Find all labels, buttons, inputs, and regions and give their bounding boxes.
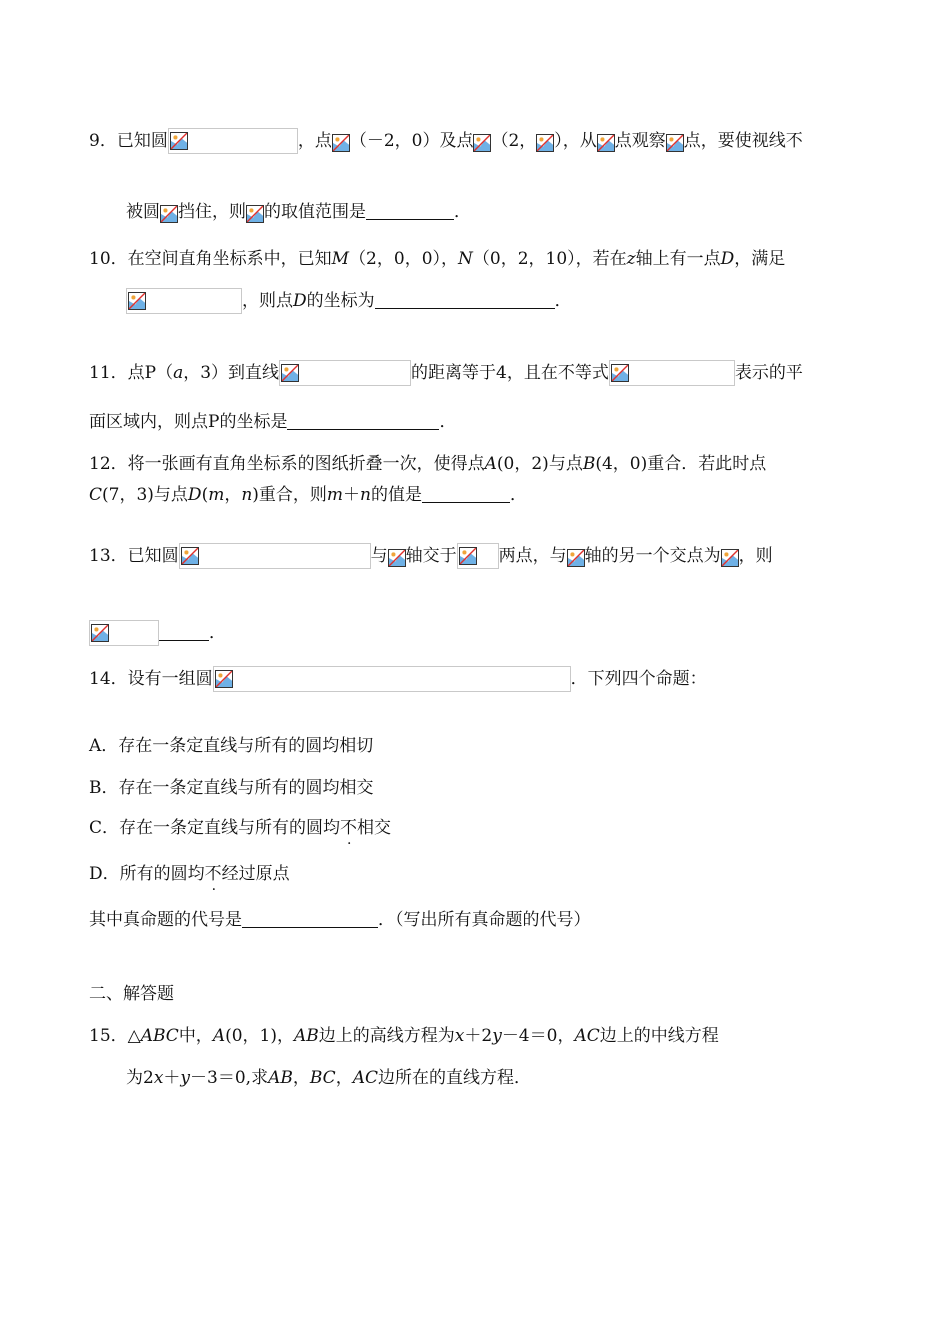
- broken-image-icon: [128, 292, 146, 310]
- answer-blank: [159, 622, 209, 641]
- section-heading: 二、解答题: [89, 984, 174, 1004]
- broken-image-icon: [160, 205, 178, 223]
- question-9-line-1: 9．已知圆 ，点 （－2，0）及点 （2， ），从 点观察 点，要使视线不: [89, 128, 803, 154]
- question-12-line-1: 12．将一张画有直角坐标系的图纸折叠一次，使得点A(0，2)与点B(4，0)重合．若此时点: [89, 454, 767, 474]
- question-11-line-2: 面区域内，则点P的坐标是 ．: [89, 412, 457, 432]
- question-14-line-1: 14．设有一组圆 ．下列四个命题：: [89, 666, 707, 692]
- answer-blank: [422, 484, 510, 503]
- question-15-line-1: 15．△ABC中，A(0，1)，AB边上的高线方程为x＋2y－4＝0，AC边上的中线方程: [89, 1026, 719, 1046]
- option-c: C．存在一条定直线与所有的圆均不相交: [89, 818, 392, 838]
- broken-image-icon: [215, 670, 233, 688]
- answer-blank: [366, 201, 454, 220]
- broken-image-icon: [611, 364, 629, 382]
- formula-image-placeholder: [89, 620, 159, 646]
- broken-image-icon: [388, 549, 406, 567]
- formula-image-placeholder: [179, 543, 371, 569]
- question-13-line-2: ．: [89, 620, 226, 646]
- formula-image-placeholder: [213, 666, 571, 692]
- question-14-answer-line: 其中真命题的代号是 ．（写出所有真命题的代号）: [89, 910, 591, 930]
- formula-image-placeholder: [126, 288, 242, 314]
- question-15-line-2: 为2x＋y－3＝0,求AB，BC，AC边所在的直线方程．: [126, 1068, 531, 1088]
- formula-image-placeholder: [609, 360, 735, 386]
- question-13-line-1: 13．已知圆 与 轴交于 两点，与 轴的另一个交点为 ，则: [89, 543, 773, 569]
- broken-image-icon: [246, 205, 264, 223]
- option-d: D．所有的圆均不经过原点: [89, 864, 290, 884]
- emphasis-character: 不: [204, 864, 222, 884]
- broken-image-icon: [170, 132, 188, 150]
- answer-blank: [375, 290, 555, 309]
- broken-image-icon: [473, 134, 491, 152]
- question-10-line-1: 10．在空间直角坐标系中，已知M（2，0，0），N（0，2，10），若在z轴上有一点D，满足: [89, 249, 786, 269]
- question-10-line-2: ，则点D的坐标为 ．: [126, 288, 572, 314]
- broken-image-icon: [181, 547, 199, 565]
- broken-image-icon: [332, 134, 350, 152]
- broken-image-icon: [91, 624, 109, 642]
- answer-blank: [287, 411, 439, 430]
- option-a: A．存在一条定直线与所有的圆均相切: [89, 736, 374, 756]
- question-11-line-1: 11．点P（a，3）到直线 的距离等于4，且在不等式 表示的平: [89, 360, 803, 386]
- broken-image-icon: [536, 134, 554, 152]
- broken-image-icon: [459, 547, 477, 565]
- formula-image-placeholder: [168, 128, 298, 154]
- question-9-line-2: 被圆 挡住，则 的取值范围是 ．: [126, 202, 471, 222]
- broken-image-icon: [281, 364, 299, 382]
- emphasis-character: 不: [340, 818, 358, 838]
- broken-image-icon: [567, 549, 585, 567]
- broken-image-icon: [597, 134, 615, 152]
- option-b: B．存在一条定直线与所有的圆均相交: [89, 778, 374, 798]
- formula-image-placeholder: [279, 360, 411, 386]
- answer-blank: [242, 909, 378, 928]
- broken-image-icon: [666, 134, 684, 152]
- broken-image-icon: [721, 549, 739, 567]
- formula-image-placeholder: [457, 543, 499, 569]
- question-12-line-2: C(7，3)与点D(m，n)重合，则m＋n的值是 ．: [89, 485, 527, 505]
